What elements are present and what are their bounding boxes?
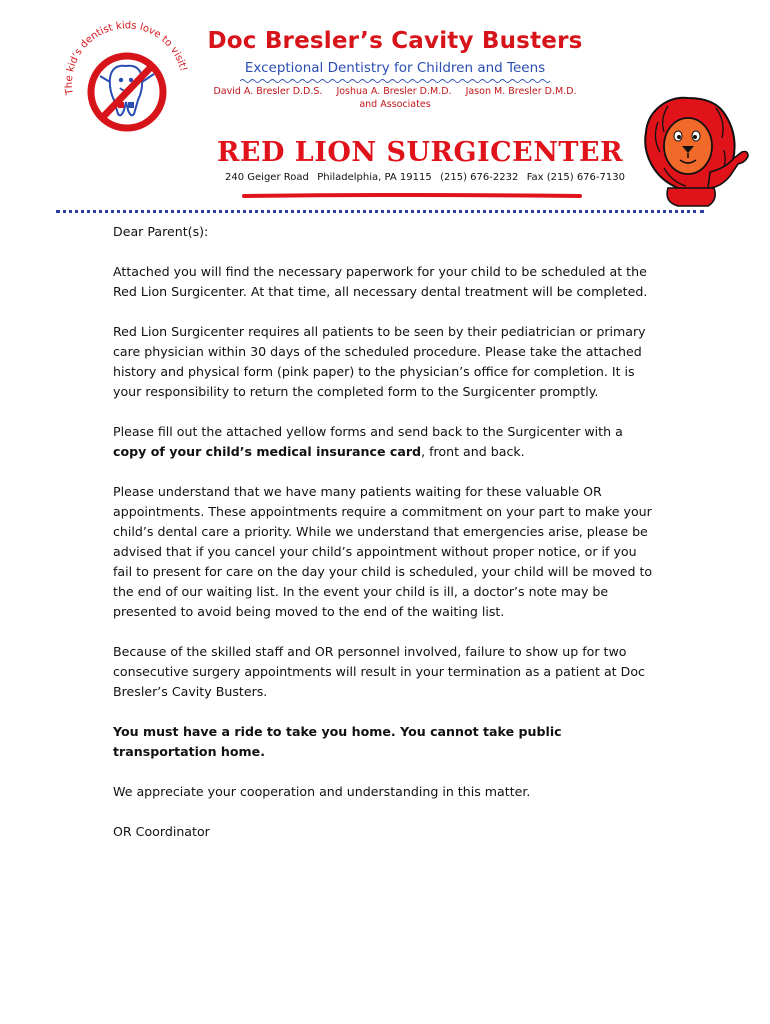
city: Philadelphia, PA 19115	[317, 172, 432, 183]
paragraph	[113, 422, 658, 462]
red-underline	[242, 193, 582, 199]
paragraph: Please understand that we have many patients waiting for these valuable OR appointments. These appointments require a commitment on your part to make your child’s dental care a priority. While we understand that emergencies arise, please be advised that if you cancel your child’s appointment without proper notice, or if you fail to present for care on the day your child is scheduled, your child will be moved to the end of our waiting list. In the event your child is ill, a doctor’s note may be presented to avoid being moved to the end of the waiting list.	[113, 484, 653, 619]
paragraph: Red Lion Surgicenter requires all patients to be seen by their pediatrician or primary care physician within 30 days of the scheduled procedure. Please take the attached history and physical form (pink paper) to the physician’s office for completion. It is your responsibility to return the completed form to the Surgicenter promptly.	[113, 324, 646, 399]
dentist-name: Joshua A. Bresler D.M.D.	[336, 86, 452, 97]
ride-home-notice: You must have a ride to take you home. You cannot take public transportation home.	[113, 724, 562, 759]
tagline: Exceptional Dentistry for Children and Teens	[244, 60, 546, 76]
paragraph-text: Please fill out the attached yellow forms and send back to the Surgicenter with a	[113, 424, 623, 439]
paragraph: We appreciate your cooperation and understanding in this matter.	[113, 784, 531, 799]
wavy-divider	[240, 78, 550, 84]
surgicenter-address	[225, 172, 625, 183]
dentist-name: David A. Bresler D.D.S.	[213, 86, 323, 97]
signature: OR Coordinator	[113, 824, 210, 839]
street: 240 Geiger Road	[225, 172, 309, 183]
surgicenter-name: RED LION SURGICENTER	[216, 137, 624, 168]
cavity-busters-logo	[62, 20, 192, 145]
insurance-card-emphasis: copy of your child’s medical insurance card	[113, 444, 422, 459]
dentist-name: Jason M. Bresler D.M.D.	[465, 86, 577, 97]
phone: (215) 676-2232	[440, 172, 519, 183]
paragraph: Because of the skilled staff and OR personnel involved, failure to show up for two consecutive surgery appointments will result in your termination as a patient at Doc Bresler’s Cavity Busters.	[113, 644, 645, 699]
practice-name: Doc Bresler’s Cavity Busters	[207, 28, 583, 54]
dentist-list	[200, 86, 590, 97]
letter-body	[113, 222, 658, 862]
letterhead	[200, 28, 590, 110]
dotted-separator	[56, 210, 704, 213]
logo-arc-text: The kid’s dentist kids love to visit!	[63, 20, 189, 96]
fax: Fax (215) 676-7130	[526, 172, 625, 183]
paragraph-text: , front and back.	[421, 444, 525, 459]
paragraph: Attached you will find the necessary paperwork for your child to be scheduled at the Red Lion Surgicenter. At that time, all necessary dental treatment will be completed.	[113, 264, 648, 299]
salutation: Dear Parent(s):	[113, 224, 209, 239]
red-lion-mascot	[638, 92, 753, 210]
associates: and Associates	[359, 99, 431, 110]
